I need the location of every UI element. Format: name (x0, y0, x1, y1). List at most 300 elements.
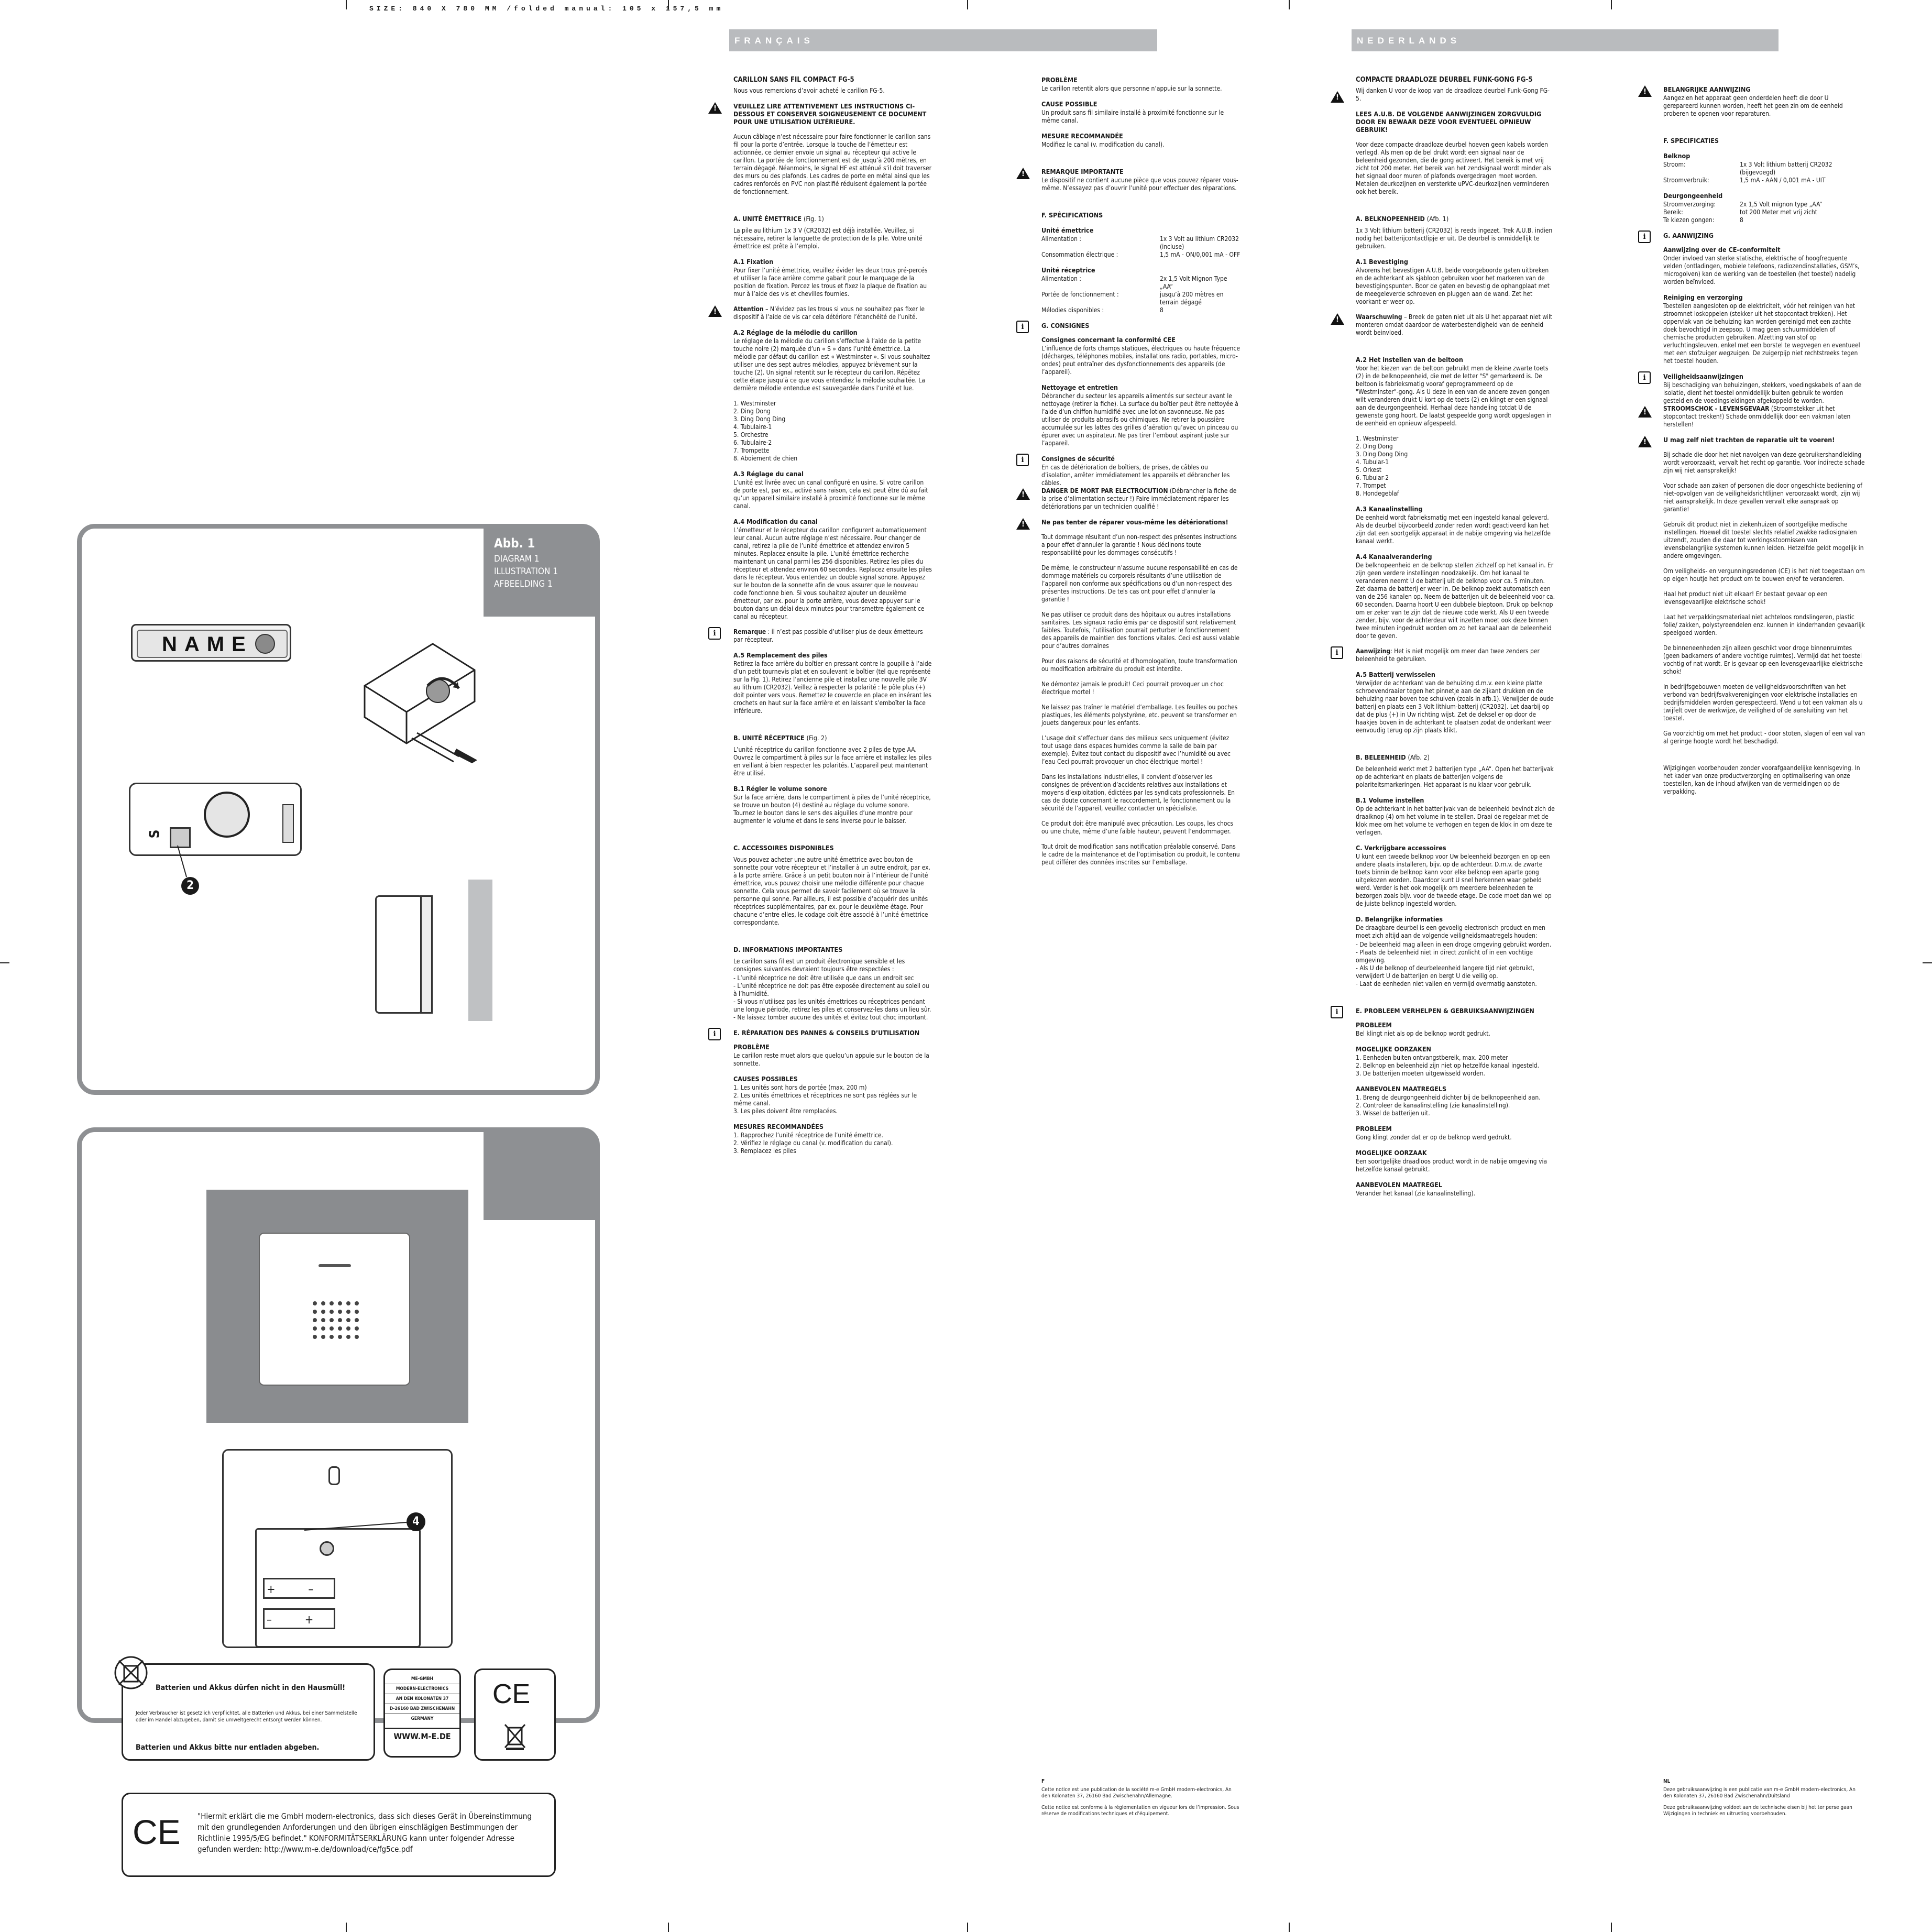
fr-remarque-block (713, 628, 932, 644)
fr2-para: Tout droit de modification sans notification préalable conservé. Dans le cadre de la maintenance et de l’optimisation du produit, le contenu peut différer des données inscrites sur l’emballage. (1041, 843, 1240, 866)
spec-value: 2x 1,5 Volt Mignon Type „AA“ (1160, 275, 1227, 290)
address-line: D-26160 BAD ZWISCHENAHN (385, 1704, 459, 1714)
fr-a-fig: (Fig. 1) (804, 215, 824, 223)
spec-key: Stroomverzorging: (1663, 201, 1716, 208)
diagram-2-label-tab (484, 1132, 599, 1220)
warning-icon (708, 305, 722, 317)
nl2-g4-block (1663, 436, 1865, 444)
fr-causes-label: CAUSES POSSIBLES (733, 1075, 798, 1083)
conformity-declaration (122, 1793, 556, 1877)
address-line: ME-GMBH (411, 1676, 434, 1682)
list-item: 3. Ding Dong Ding (733, 415, 786, 423)
fr2-g3-title: Consignes de sécurité (1041, 455, 1115, 463)
fr-attention-block (733, 305, 932, 321)
nl2-para: Ga voorzichtig om met het product - door stoten, slagen of een val van al geringe hoogte wordt het beschadigd. (1663, 730, 1865, 745)
spec-value: 1,5 mA - ON/0,001 mA - OFF (1160, 251, 1241, 258)
nl2-belang-block (1663, 85, 1865, 93)
fr-a4-text: L’émetteur et le récepteur du carillon configurent automatiquement leur canal. Aucun autre réglage n’est nécessaire. Pour changer de canal, retirez la pile de l’unité émettrice et attendez environ 5 minutes. Replacez ensuite la pile. L’unité émettrice recherche maintenant un canal parmi les 256 disponibles. Retirez les piles du récepteur et attendez environ 60 secondes. Replacez ensuite les piles dans le récepteur. Vous entendez un double signal sonore. Appuyez sur le bouton de la sonnette afin de vous assurer que le nouveau code fonctionne bien. Si vous souhaitez ajouter un deuxième émetteur, par ex. pour la porte arrière, vous devez appuyer sur le bouton dans un délai deux minutes pour transmettre également ce canal au récepteur. (733, 526, 932, 620)
nl-a-text: 1x 3 Volt lithium batterij (CR2032) is reeds ingezet. Trek A.U.B. indien nodig het batterijcontactlipje er uit. De deurbel is onmiddellijk te gebruiken. (1356, 227, 1553, 250)
list-item: 3. De batterijen moeten uitgewisseld worden. (1356, 1070, 1485, 1077)
fr2-cause-text: Un produit sans fil similaire installé à proximité fonctionne sur le même canal. (1041, 109, 1224, 124)
fr2-rem-block (1041, 168, 1241, 175)
list-item: - De beleenheid mag alleen in een droge omgeving gebruikt worden. (1356, 941, 1552, 948)
callout-4: 4 (407, 1512, 425, 1531)
ce-mark: CE (492, 1679, 531, 1709)
nl-a-title (1356, 215, 1555, 223)
ce-weee-box (474, 1668, 556, 1761)
fr2-spec-rx (1041, 275, 1241, 314)
battery-notice-footer: Batterien und Akkus bitte nur entladen abgeben. (136, 1743, 320, 1752)
spec-key: Portée de fonctionnement : (1041, 291, 1119, 298)
nl2-g-title: G. AANWIJZING (1663, 232, 1714, 239)
nl-a2-text: Voor het kiezen van de beltoon gebruikt men de kleine zwarte toets (2) in de belknopeenheid, die met de letter "S" gemarkeerd is. De beltoon is fabrieksmatig vooraf geprogrammeerd op de "Westminster"-gong. Als U deze in een van de andere zeven gongen wilt veranderen drukt U kort op de toets (2) en klingt er een signaal aan de deurgongeenheid. Herhaal deze handeling totdat U de gewenste gong hoort. De laatst gespeelde gong wordt opgeslagen in de eenheid en opnieuw afgespeeld. (1356, 365, 1552, 427)
list-item: - L’unité réceptrice ne doit être utilisée que dans un endroit sec (733, 974, 914, 982)
nl-footnote-letter: NL (1663, 1779, 1671, 1784)
nl-intro: Voor deze compacte draadloze deurbel hoeven geen kabels worden verlegd. Als men op de bel drukt wordt een signaal naar de beleenheid gezonden, die de gong activeert. Het bereik is met vrij zicht tot 200 meter. Het bereik van het zendsignaal wordt minder als het signaal door muren of plafonds overgedragen moet worden. Metalen deurkozijnen en versterkte uPVC-deurkozijnen verminderen ook het bereik. (1356, 141, 1551, 195)
weee-bin-icon (502, 1722, 528, 1751)
fr2-g-block (1021, 322, 1241, 331)
nl-b-fig: (Afb. 2) (1408, 753, 1430, 761)
fr-a3-text: L’unité est livrée avec un canal configuré en usine. Si votre carillon de porte est, par ex., activé sans raison, cela est peut être dû au fait qu’un appareil similaire installé à proximité fonctionne sur le même canal. (733, 479, 928, 510)
battery-notice-title: Batterien und Akkus dürfen nicht in den Hausmüll! (156, 1684, 346, 1692)
nl-d-text: De draagbare deurbel is een gevoelig electronisch product en men moet zich altijd aan de volgende veiligheidsmaatregels houden: (1356, 924, 1545, 939)
nl-b-title (1356, 753, 1555, 761)
fr-prob-label: PROBLÈME (733, 1043, 770, 1051)
nl-d-title: D. Belangrijke informaties (1356, 915, 1443, 923)
nl-aan-block (1335, 647, 1555, 663)
list-item: - Als U de belknop of deurbeleenheid langere tijd niet gebruikt, verwijdert U de batterijen en bergt U die veilig op. (1356, 964, 1534, 980)
nl-a1-title: A.1 Bevestiging (1356, 258, 1408, 266)
nl-prob-text: Bel klingt niet als op de belknop wordt gedrukt. (1356, 1030, 1490, 1037)
nl-mes2-text: Verander het kanaal (zie kanaalinstelling). (1356, 1190, 1476, 1197)
address-line: GERMANY (385, 1714, 459, 1724)
fr-d-text: Le carillon sans fil est un produit électronique sensible et les consignes suivantes devraient toujours être respectées : (733, 958, 905, 973)
fr-c-title: C. ACCESSOIRES DISPONIBLES (733, 844, 834, 852)
crop-mark (1289, 1923, 1290, 1932)
nl-prob-label: PROBLEEM (1356, 1021, 1392, 1029)
lang-bar-nl (1352, 29, 1779, 51)
nl-prob2-text: Gong klingt zonder dat er op de belknop werd gedrukt. (1356, 1134, 1512, 1141)
spec-key: Bereik: (1663, 208, 1683, 216)
battery-1: + – (263, 1578, 335, 1599)
fr2-g2-title: Nettoyage et entretien (1041, 383, 1118, 391)
spec-key: Stroomverbruik: (1663, 177, 1709, 184)
fr-a5-text: Retirez la face arrière du boîtier en pressant contre la goupille à l’aide d’un petit tournevis plat et en soulevant le boîtier (tel que représenté sur la Fig. 1). Retirez l’ancienne pile et installez une nouvelle pile 3V au lithium (CR2032). Veillez à respecter la polarité : le pôle plus (+) doit pointer vers vous. Remettez le couvercle en place en insérant les crochets en haut sur la face arrière et en laissant s’emboîter la face inférieure. (733, 660, 932, 715)
nl-warning: LEES A.U.B. DE VOLGENDE AANWIJZINGEN ZORGVULDIG DOOR EN BEWAAR DEZE VOOR EVENTUEEL OPNIEUW GEBRUIK! (1356, 110, 1542, 134)
fr2-danger-label: DANGER DE MORT PAR ELECTROCUTION (1041, 487, 1168, 495)
fr2-cause-label: CAUSE POSSIBLE (1041, 100, 1097, 108)
volume-knob (320, 1541, 334, 1556)
nl-d-list (1356, 941, 1555, 988)
name-plate-button (131, 624, 291, 662)
fr-b1-text: Sur la face arrière, dans le compartiment à piles de l’unité réceptrice, se trouve un bouton (4) destiné au réglage du volume sonore. Tournez le bouton dans le sens des aiguilles d’une montre pour augmenter le volume et dans le sens inverse pour le baisser. (733, 794, 931, 825)
nl2-para: Gebruik dit product niet in ziekenhuizen of soortgelijke medische instellingen. Hoewel dit toestel slechts relatief zwakke radiosignalen uitzendt, zouden die daar tot werkingsstoornissen van levensbelangrijke systemen kunnen leiden. Hetzelfde geldt mogelijk in andere omgevingen. (1663, 521, 1864, 559)
warning-icon (1638, 406, 1652, 418)
list-item: 7. Trompet (1356, 482, 1386, 489)
nl2-belang-label: BELANGRIJKE AANWIJZING (1663, 85, 1751, 93)
fr-e-block (713, 1029, 932, 1038)
fr-att-text: – N’évidez pas les trous si vous ne souhaitez pas fixer le dispositif à l’aide de vis car cela détériore l’étanchéité de l’unité. (733, 305, 925, 321)
nl2-g3-text (1663, 381, 1865, 429)
nl-causes-list (1356, 1054, 1555, 1078)
diagram-2-panel (77, 1127, 600, 1723)
fr-causes-list (733, 1084, 932, 1115)
transmitter-circuit-board (129, 783, 302, 856)
nl2-g1-text: Onder invloed van sterke statische, elektrische of hoogfrequente velden (ontladingen, mobiele telefoons, radiozendinstallaties, GSM’s, microgolven) kan de werking van de toestellen (het toestel) nadelig worden beïnvloed. (1663, 255, 1860, 286)
nl-mes-list (1356, 1094, 1555, 1117)
speaker-slot (319, 1264, 351, 1267)
fr2-g3-text (1041, 464, 1241, 511)
spec-value: 2x 1,5 Volt mignon type „AA“ (1740, 201, 1823, 208)
fr-footnote-1: Cette notice est une publication de la société m-e GmbH modern-electronics, An den Kolonaten 37, 26160 Bad Zwischenahn/Allemagne. (1041, 1787, 1232, 1799)
address-line: AN DEN KOLONATEN 37 (385, 1694, 459, 1704)
s-label: S (147, 829, 163, 839)
fr-intro: Aucun câblage n’est nécessaire pour faire fonctionner le carillon sans fil pour la porte d’entrée. Lorsque la touche de l’émetteur est actionnée, ce dernier envoie un signal au récepteur qui active le carillon. La portée de fonctionnement est de jusqu’à 200 mètres, en terrain dégagé. Néanmoins, le signal HF est atténué s’il doit traverser des murs ou des plafonds. Les cadres de porte en métal ainsi que les cadres renforcés en PVC non plastifié réduisent également la portée de fonctionnement. (733, 133, 932, 195)
nl-thanks-block (1356, 87, 1555, 103)
lang-bar-fr (729, 29, 1157, 51)
fr2-g3-body: En cas de détérioration de boîtiers, de prises, de câbles ou d’isolation, arrêter immédiatement les appareils et débrancher les câbles. (1041, 464, 1230, 487)
nl2-para: Om veiligheids- en vergunningsredenen (CE) is het niet toegestaan om op eigen houtje het product om te bouwen en/of te veranderen. (1663, 567, 1865, 583)
fr2-f-title: F. SPÉCIFICATIONS (1041, 211, 1103, 219)
website: WWW.M-E.DE (385, 1728, 459, 1741)
crop-mark (0, 962, 9, 963)
list-item: - Si vous n’utilisez pas les unités émettrices ou réceptrices pendant une longue période, retirez les piles et conservez-les dans un lieu sûr. (733, 998, 931, 1013)
list-item: 1. Les unités sont hors de portée (max. 200 m) (733, 1084, 867, 1091)
fr-b-title (733, 734, 932, 742)
fr-warning: VEUILLEZ LIRE ATTENTIVEMENT LES INSTRUCTIONS CI-DESSOUS ET CONSERVER SOIGNEUSEMENT CE DOCUMENT POUR UNE UTILISATION ULTÉRIEURE. (733, 102, 927, 126)
warning-icon (1638, 85, 1652, 97)
nl-warn-label: Waarschuwing (1356, 313, 1402, 321)
nl-thanks: Wij danken U voor de koop van de draadloze deurbel Funk-Gong FG-5. (1356, 87, 1550, 102)
nl2-g3-block (1643, 372, 1865, 382)
list-item: 8. Aboiement de chien (733, 455, 798, 462)
nl-b1-text: Op de achterkant in het batterijvak van de beleenheid bevindt zich de draaiknop (4) om het volume in te stellen. Draai de regelaar met de klok mee om het volume te verhogen en tegen de klok in om deze te verlagen. (1356, 805, 1555, 836)
receiver-front-frame (206, 1190, 468, 1423)
nl2-f-bk-title: Belknop (1663, 152, 1690, 160)
spec-key: Alimentation : (1041, 275, 1081, 282)
spec-value: 1x 3 Volt au lithium CR2032 (incluse) (1160, 235, 1239, 250)
info-icon: i (708, 1028, 721, 1040)
fr2-g2-text: Débrancher du secteur les appareils alimentés sur secteur avant le nettoyage (retirer la fiche). La surface du boîtier peut être nettoyée à l’aide d’un chiffon humidifié avec une lotion savonneuse. Ne pas utiliser de produits abrasifs ou chimiques. Ne retirer la poussière accumulée sur les lattes des grilles d’aération qu’avec un pinceau ou épurer avec un aspirateur. Ne pas tirer l’embout aspirant juste sur l’appareil. (1041, 392, 1238, 447)
fr-mes-label: MESURES RECOMMANDÉES (733, 1123, 824, 1130)
list-item: 1. Westminster (733, 400, 776, 407)
size-header: SIZE: 840 X 780 MM /folded manual: 105 x 157,5 mm (369, 5, 724, 13)
fr2-para: L’usage doit s’effectuer dans des milieux secs uniquement (évitez tout usage dans espaces humides comme la salle de bain par exemple). Évitez tout contact du dispositif avec l’humidité ou avec l’eau Ceci pourrait provoquer un choc électrique mortel ! (1041, 734, 1231, 765)
fr2-para: Pour des raisons de sécurité et d’homologation, toute transformation ou modification arbitraire du produit est interdite. (1041, 657, 1237, 673)
crop-mark (967, 1923, 968, 1932)
nl-b-text: De beleenheid werkt met 2 batterijen type „AA“. Open het batterijvak op de achterkant en plaats de batterijen volgens de polariteitsmarkeringen. Het apparaat is nu klaar voor gebruik. (1356, 765, 1554, 788)
fr-mes-list (733, 1132, 932, 1155)
list-item: 2. Ding Dong (1356, 443, 1393, 450)
list-item: 8. Hondegeblaf (1356, 490, 1399, 497)
nl-warn-text: – Breek de gaten niet uit als U het apparaat niet wilt monteren omdat daardoor de waterbestendigheid van de eenheid wordt beinvloed. (1356, 313, 1553, 336)
nl2-g3-title: Veiligheidsaanwijzingen (1663, 372, 1743, 380)
conformity-text: "Hiermit erklärt die me GmbH modern-electronics, dass sich dieses Gerät in Übereinstimmung mit den grundlegenden Anforderungen und den übrigen einschlägigen Bestimmungen der Richtlinie 1995/5/EG befindet." KONFORMITÄTSERKLÄRUNG kann unter folgender Adresse gefunden werden: http://www.m-e.de/download/ce/fg5ce.pdf (197, 1812, 532, 1854)
warning-icon (1638, 436, 1652, 447)
fr2-g3-block (1021, 455, 1241, 464)
fr2-g4-bold: Ne pas tenter de réparer vous-même les détériorations! (1041, 518, 1228, 526)
list-item: 1. Rapprochez l’unité réceptrice de l’unité émettrice. (733, 1132, 883, 1139)
fr-a-text: La pile au lithium 1x 3 V (CR2032) est déjà installée. Veuillez, si nécessaire, retirer la languette de protection de la pile. Votre unité émettrice est prête à l’emploi. (733, 227, 923, 250)
list-item: 6. Tubular-2 (1356, 474, 1389, 481)
battery-notice-body: Jeder Verbraucher ist gesetzlich verpflichtet, alle Batterien und Akkus, bei einer Sammelstelle oder im Handel abzugeben, damit sie umweltgerecht entsorgt werden können. (136, 1710, 357, 1723)
fr-a1-title: A.1 Fixation (733, 258, 774, 266)
fr-warning-block (733, 102, 932, 126)
nl2-g4-bold: U mag zelf niet trachten de reparatie uit te voeren! (1663, 436, 1835, 444)
nl-causes-label: MOGELIJKE OORZAKEN (1356, 1045, 1431, 1053)
nl2-g-block (1643, 232, 1865, 241)
info-icon: i (1638, 230, 1651, 243)
fr2-para: Ne démontez jamais le produit! Ceci pourrait provoquer un choc électrique mortel ! (1041, 680, 1224, 696)
fr-footnote-letter: F (1041, 1779, 1045, 1784)
warning-icon (1016, 518, 1030, 530)
nl-c-text: U kunt een tweede belknop voor Uw beleenheid bezorgen en op een andere plaats installeren, bijv. op de achterdeur. D.m.v. de zwarte toets binnin de belknop kann voor elke belknop een aparte gong uitgekozen worden. Daardoor kunt U snel herkennen waar gebeld werd. Verder is het ook mogelijk om meerdere beleenheden te bezorgen zoals bijv. voor de tweede etage. De code moet dan wel op de juiste belknop ingesteld worden. (1356, 853, 1552, 907)
receiver-front-face (259, 1233, 410, 1386)
fr-d-title: D. INFORMATIONS IMPORTANTES (733, 946, 843, 953)
fr-e-title: E. RÉPARATION DES PANNES & CONSEILS D’UTILISATION (733, 1029, 920, 1037)
company-address-box (383, 1668, 461, 1758)
nl2-para: Voor schade aan zaken of personen die door ongeschikte bediening of niet-opvolgen van de veiligheidsrichtlijnen veroorzaakt wordt, zijn wij niet aansprakelijk. In deze gevallen vervalt elke aanspraak op garantie! (1663, 482, 1862, 513)
fr-prob-text: Le carillon reste muet alors que quelqu’un appuie sur le bouton de la sonnette. (733, 1052, 929, 1067)
nl-cause2-label: MOGELIJKE OORZAAK (1356, 1149, 1427, 1157)
nl-aanwijzing (1356, 647, 1555, 663)
transmitter-opening-drawing (354, 623, 490, 770)
list-item: 2. Belknop en beleenheid zijn niet op hetzelfde kanaal ingesteld. (1356, 1062, 1540, 1069)
crop-mark (1289, 0, 1290, 9)
fr-b-text: L’unité réceptrice du carillon fonctionne avec 2 piles de type AA. Ouvrez le compartiment à piles sur la face arrière et installez les piles en veillant à bien respecter les polarités. L’appareil peut maintenant être utilisé. (733, 746, 932, 777)
fr2-g1-title: Consignes concernant la conformité CEE (1041, 336, 1176, 344)
spec-key: Alimentation : (1041, 235, 1081, 243)
nl2-g3-body: Bij beschadiging van behuizingen, stekkers, voedingskabels of aan de isolatie, dient het toestel onmiddellijk buiten gebruik te worden gesteld en de voedingsleidingen afgekoppeld te worden. (1663, 381, 1862, 404)
fr-remarque (733, 628, 932, 644)
side-view-plate (420, 895, 433, 1014)
callout-2-leader (173, 843, 194, 880)
nl2-g2-title: Reiniging en verzorging (1663, 293, 1743, 301)
nl-footnote-2: Deze gebruiksaanwijzing voldoet aan de technische eisen bij het ter perse gaan Wijzigingen in techniek en uitrusting voorbehouden. (1663, 1805, 1852, 1817)
nl-e-block (1335, 1007, 1555, 1016)
fr-title: CARILLON SANS FIL COMPACT FG-5 (733, 76, 854, 84)
fr-d-list (733, 974, 932, 1022)
gray-strip (468, 880, 492, 1021)
fr2-danger-text: (Débrancher la fiche de la prise d’alimentation secteur !) Faire immédiatement réparer les détériorations par un technicien qualifié ! (1041, 487, 1237, 510)
fr2-g4-block (1041, 518, 1241, 526)
address-line: MODERN-ELECTRONICS (385, 1684, 459, 1694)
lang-label-nl: NEDERLANDS (1357, 36, 1461, 46)
list-item: 2. Controleer de kanaalinstelling (zie kanaalinstelling). (1356, 1102, 1510, 1109)
spec-value: 8 (1740, 216, 1743, 224)
nl-a2-title: A.2 Het instellen van de beltoon (1356, 356, 1463, 364)
crop-mark (1611, 0, 1612, 9)
spec-key: Te kiezen gongen: (1663, 216, 1715, 224)
fr-a-title-text: A. UNITÉ ÉMETTRICE (733, 215, 802, 223)
receiver-back (222, 1449, 453, 1648)
nl-a5-text: Verwijder de achterkant van de behuizing d.m.v. een kleine platte schroevendraaier tegen het pinnetje aan de zijkant drukken en de behuizing naar boven toe schuiven (zoals in afb.1). Verwijder de oude batterij en plaats een 3 Volt lithium-batterij (CR2032). Let daarbij op dat de plus (+) in Uw richting wijst. Zet de deksel er op door de haakjes boven in de achterkant te plaatsen zodat de onderkant weer eenvoudig terug op zijn plaats klikt. (1356, 679, 1554, 734)
diagram-1-title: Abb. 1 (494, 536, 535, 551)
nl2-para: Bij schade die door het niet navolgen van deze gebruikershandleiding wordt veroorzaakt, vervalt het recht op garantie. Voor indirecte schade zijn wij niet aansprakelijk! (1663, 451, 1865, 474)
fr-a1-text: Pour fixer l’unité émettrice, veuillez évider les deux trous pré-percés et utiliser la face arrière comme gabarit pour le marquage de la position de fixation. Percez les trous et fixez la plaque de fixation au mur à l’aide des vis et chevilles fournies. (733, 267, 928, 298)
fr2-f-tx-title: Unité émettrice (1041, 226, 1094, 234)
list-item: 3. Les piles doivent être remplacées. (733, 1107, 838, 1115)
nl2-g1-title: Aanwijzing over de CE-conformiteit (1663, 246, 1781, 254)
fr2-g1-text: L’influence de forts champs statiques, électriques ou haute fréquence (décharges, téléphones mobiles, installations radio, portables, micro-ondes) peut entraîner des dysfonctionnements des appareils (de l’appareil). (1041, 345, 1240, 376)
nl-mes-label: AANBEVOLEN MAATREGELS (1356, 1085, 1447, 1093)
fr2-mes-text: Modifiez le canal (v. modification du canal). (1041, 141, 1165, 148)
list-item: - Plaats de beleenheid niet in direct zonlicht of in een vochtige omgeving. (1356, 949, 1533, 964)
list-item: 1. Westminster (1356, 435, 1399, 442)
nl2-para: In bedrijfsgebouwen moeten de veiligheidsvoorschriften van het verbond van bedrijfsvakverenigingen voor elektrische installaties en bedrijfsmiddelen worden gerespecteerd. Wend u tot een vakman als u twijfelt over de werkwijze, de veiligheid of de aansluiting van het toestel. (1663, 683, 1863, 722)
nl2-f-title: F. SPECIFICATIES (1663, 137, 1719, 145)
fr-a3-title: A.3 Réglage du canal (733, 470, 804, 478)
spec-value: 1,5 mA - AAN / 0,001 mA - UIT (1740, 177, 1826, 184)
info-icon: i (1638, 371, 1651, 384)
battery-compartment (255, 1528, 421, 1648)
nl-footnote-1: Deze gebruiksaanwijzing is een publicatie van m-e GmbH modern-electronics, An den Kolonaten 37, 26160 Bad Zwischenahn/Duitsland (1663, 1787, 1856, 1799)
list-item: 2. Ding Dong (733, 408, 771, 415)
nl-a4-title: A.4 Kanaalverandering (1356, 553, 1432, 561)
nl-c-title: C. Verkrijgbare accessoires (1356, 844, 1446, 852)
nl-warn (1356, 313, 1555, 337)
fr2-prob-label: PROBLÈME (1041, 76, 1078, 84)
nl-column-2 (1643, 85, 1865, 803)
fr-column-2 (1021, 76, 1241, 874)
nl-prob2-label: PROBLEEM (1356, 1125, 1392, 1133)
battery-disposal-notice (122, 1663, 375, 1761)
contact-strip (282, 804, 294, 843)
list-item: 3. Ding Dong Ding (1356, 451, 1408, 458)
fr2-rem-label: REMARQUE IMPORTANTE (1041, 168, 1124, 175)
list-item: 1. Breng de deurgongeenheid dichter bij de belknopeenheid aan. (1356, 1094, 1541, 1101)
fr-att-label: Attention (733, 305, 764, 313)
nl-a3-title: A.3 Kanaalinstelling (1356, 505, 1423, 513)
fr-b1-title: B.1 Régler le volume sonore (733, 785, 827, 793)
nl-melody-list (1356, 435, 1555, 498)
list-item: - Laat de eenheden niet vallen en vermijd overmatig aanstoten. (1356, 980, 1537, 987)
nl-a1-text: Alvorens het bevestigen A.U.B. beide voorgeboorde gaten uitbreken en de achterkant als sjabloon gebruiken voor het markeren van de bevestigingspunten. Boor de gaten en bevestig de ophangplaat met de meegeleverde schroeven en pluggen aan de wand. Zet het voorkant er weer op. (1356, 267, 1550, 305)
warning-icon (1016, 488, 1030, 500)
nl2-g2-text: Toestellen aangesloten op de elektriciteit, vóór het reinigen van het stroomnet loskoppelen (stekker uit het stopcontact trekken). Het oppervlak van de behuizing kan worden gereinigd met een zachte doek bevochtigd in zeepsop. U mag geen schuurmiddelen of chemische producten gebruiken. Afzetting van stof op verluchtingsleuven, enkel met een borstel te wegvegen en eventueel met een stofzuiger wegzuigen. De zuigerpijp niet rechtstreeks tegen het toestel houden. (1663, 302, 1860, 365)
side-view-body (375, 895, 423, 1014)
fr-b-title-text: B. UNITÉ RÉCEPTRICE (733, 734, 805, 742)
warning-icon (1331, 313, 1344, 325)
info-icon: i (1016, 454, 1029, 466)
fr-footnote-2: Cette notice est conforme à la réglementation en vigueur lors de l’impression. Sous réserve de modifications techniques et d’équipement. (1041, 1805, 1239, 1817)
nl-column-1 (1335, 76, 1555, 1205)
info-icon: i (1331, 1006, 1343, 1018)
fr-thanks: Nous vous remercions d’avoir acheté le carillon FG-5. (733, 87, 885, 94)
fr2-para: Ne laissez pas traîner le matériel d’emballage. Les feuilles ou poches plastiques, les éléments polystyrène, etc. peuvent se transformer en jouets dangereux pour les enfants. (1041, 704, 1238, 727)
fr2-para: Ne pas utiliser ce produit dans des hôpitaux ou autres installations sanitaires. Les signaux radio émis par ce dispositif sont relativement faibles. Toutefois, l’utilisation pourrait perturber le fonctionnement des appareils de maintien des fonctions vitales. Ceci est aussi valable pour d’autres domaines (1041, 611, 1239, 650)
fr2-prob-text: Le carillon retentit alors que personne n’appuie sur la sonnette. (1041, 85, 1222, 92)
nl2-spec-bk (1663, 161, 1865, 184)
nl-a4-text: De belknopeenheid en de belknop stellen zichzelf op het kanaal in. Er zijn geen verdere instellingen noodzakelijk. Om het kanaal te veranderen neemt U de batterij uit de belknop voor ca. 5 minuten. Zet daarna de batterij er weer in. De belknop zoekt automatisch een van de 256 kanalen op. Neem de batterijen uit de beleenheid voor ca. 60 seconden. Daarna hoort U een dubbele bieptoon. Druk op belknop om er zeker van te zijn dat de nieuwe code werkt. Als U een tweede zender, bijv. voor de achterdeur wilt inzetten moet ook deze binnen twee minuten ingedrukt worden om zo het kanaal aan de beleenheid door te geven. (1356, 562, 1555, 640)
fr2-g4-text: Tout dommage résultant d’un non-respect des présentes instructions a pour effet d’annuler la garantie ! Nous déclinons toute responsabilité pour les dommages consécutifs ! (1041, 533, 1237, 556)
warning-icon (1331, 91, 1344, 103)
nl-a3-text: De eenheid wordt fabrieksmatig met een ingesteld kanaal geleverd. Als de deurbel bijvoorbeeld zonder reden wordt geactiveerd kan het zijn dat een soortgelijk apparaat in de nabije omgeving via hetzelfde kanaal werkt. (1356, 514, 1551, 545)
spec-value: tot 200 Meter met vrij zicht (1740, 208, 1817, 216)
info-icon: i (1331, 646, 1343, 659)
warning-icon (1016, 168, 1030, 179)
nl2-spec-dg (1663, 201, 1865, 224)
warning-icon (708, 102, 722, 114)
nl2-para: De binneneenheden zijn alleen geschikt voor droge binnenruimtes (geen badkamers of andere vochtige ruimtes). Vermijd dat het toestel vochtig of nat wordt. Er is gevaar op een levensgevaarlijke elektrische schok! (1663, 644, 1863, 675)
info-icon: i (1016, 321, 1029, 333)
diagram-1-line: DIAGRAM 1 (494, 554, 540, 564)
list-item: 4. Tubulaire-1 (733, 423, 772, 431)
fr2-rem-text: Le dispositif ne contient aucune pièce que vous pouvez réparer vous-même. N’essayez pas d’ouvrir l’unité pour effectuer des réparations. (1041, 177, 1238, 192)
fr2-mes-label: MESURE RECOMMANDÉE (1041, 132, 1123, 140)
name-label: NAME (162, 633, 253, 656)
nl-cause2-text: Een soortgelijke draadloos product wordt in de nabije omgeving via hetzelfde kanaal gebruikt. (1356, 1158, 1547, 1173)
spec-value: jusqu’à 200 mètres en terrain dégagé (1160, 291, 1224, 306)
ce-mark-large: CE (133, 1813, 181, 1851)
spec-value: 8 (1160, 306, 1163, 314)
list-item: 2. Vérifiez le réglage du canal (v. modification du canal). (733, 1139, 893, 1147)
crop-mark (1923, 962, 1932, 963)
fr2-para: De même, le constructeur n’assume aucune responsabilité en cas de dommage matériels ou corporels résultants d’une utilisation de l’appareil non conforme aux spécifications ou d’un non-respect des présentes instructions. De tels cas ont pour effet d’annuler la garantie ! (1041, 564, 1238, 603)
list-item: 4. Tubular-1 (1356, 458, 1389, 466)
callout-2: 2 (181, 877, 199, 895)
nl-b1-title: B.1 Volume instellen (1356, 796, 1424, 804)
nl2-para: Wijzigingen voorbehouden zonder voorafgaandelijke kennisgeving. In het kader van onze productverzorging en optimalisering van onze toestellen, kan de inhoud afwijken van de vermeldingen op de verpakking. (1663, 764, 1860, 795)
fr-melody-list (733, 400, 932, 463)
nl-footnote (1663, 1779, 1865, 1817)
nl-a-title-text: A. BELKNOPEENHEID (1356, 215, 1425, 223)
list-item: 3. Remplacez les piles (733, 1147, 796, 1155)
crop-mark (1611, 1923, 1612, 1932)
info-icon: i (708, 627, 721, 640)
fr-rem-label: Remarque (733, 628, 766, 635)
fr2-para: Ce produit doit être manipulé avec précaution. Les coups, les chocs ou une chute, même d’une faible hauteur, peuvent l’endommager. (1041, 820, 1234, 835)
fr-attention (733, 305, 932, 321)
battery-2: – + (263, 1608, 335, 1629)
fr2-para: Dans les installations industrielles, il convient d’observer les consignes de prévention d’accidents relatives aux installations et moyens d’exploitation, édictées par les syndicats professionnels. En cas de doute concernant le raccordement, le fonctionnement ou la sécurité de l’appareil, veuillez contacter un spécialiste. (1041, 773, 1235, 812)
crop-mark (346, 0, 347, 9)
nl-a-fig: (Afb. 1) (1426, 215, 1449, 223)
spec-key: Mélodies disponibles : (1041, 306, 1104, 314)
nl-aan-label: Aanwijzing (1356, 647, 1391, 655)
nl2-belang-text: Aangezien het apparaat geen onderdelen heeft die door U gerepareerd kunnen worden, heeft het geen zin om de eenheid proberen te openen voor reparaturen. (1663, 94, 1843, 117)
nl-e-title: E. PROBLEEM VERHELPEN & GEBRUIKSAANWIJZINGEN (1356, 1007, 1534, 1015)
diagram-1-line: ILLUSTRATION 1 (494, 566, 558, 577)
list-item: 5. Orchestre (733, 431, 769, 438)
crossed-bin-icon (113, 1654, 149, 1691)
fr-b-fig: (Fig. 2) (806, 734, 827, 742)
spec-key: Stroom: (1663, 161, 1686, 168)
list-item: 7. Trompette (733, 447, 770, 454)
fr-c-text: Vous pouvez acheter une autre unité émettrice avec bouton de sonnette pour votre récepteur et l’installer à un autre endroit, par ex. à la porte arrière. Grâce à un petit bouton noir à l’intérieur de l’unité émettrice, vous pouvez choisir une mélodie différente pour chaque sonnette. Cela vous permet de savoir facilement où se trouve la personne qui sonne. Par ailleurs, il est possible d’acquérir des unités réceptrices supplémentaires, par ex. pour le deuxième étage. Pour chacune d’entre elles, le codage doit être associé à l’unité émettrice correspondante. (733, 856, 930, 926)
battery-holder (204, 792, 250, 838)
nl2-para: Laat het verpakkingsmateriaal niet achteloos rondslingeren, plastic folie/ zakken, polystyreendelen enz. kunnen in kinderhanden gevaarlijk speelgoed worden. (1663, 613, 1865, 636)
diagram-1-line: AFBEELDING 1 (494, 579, 553, 589)
bell-push-circle (255, 634, 275, 654)
nl-b-title-text: B. BELEENHEID (1356, 753, 1406, 761)
fr2-spec-tx (1041, 235, 1241, 259)
nl-mes2-label: AANBEVOLEN MAATREGEL (1356, 1181, 1443, 1189)
nl2-f-dg-title: Deurgongeenheid (1663, 192, 1723, 200)
fr2-f-rx-title: Unité réceptrice (1041, 266, 1095, 274)
crop-mark (967, 0, 968, 9)
lang-label-fr: FRANÇAIS (734, 36, 814, 46)
crop-mark (346, 1923, 347, 1932)
spec-key: Consommation électrique : (1041, 251, 1118, 258)
nl-a5-title: A.5 Batterij verwisselen (1356, 671, 1435, 678)
list-item: - Ne laissez tomber aucune des unités et évitez tout choc important. (733, 1014, 928, 1021)
fr-a4-title: A.4 Modification du canal (733, 518, 818, 525)
nl-aan-text: : Het is niet mogelijk om meer dan twee zenders per beleenheid te gebruiken. (1356, 647, 1540, 663)
crop-mark (668, 1923, 669, 1932)
diagram-1-label-tab (484, 529, 599, 617)
nl2-danger-label: STROOMSCHOK - LEVENSGEVAAR (1663, 405, 1770, 412)
